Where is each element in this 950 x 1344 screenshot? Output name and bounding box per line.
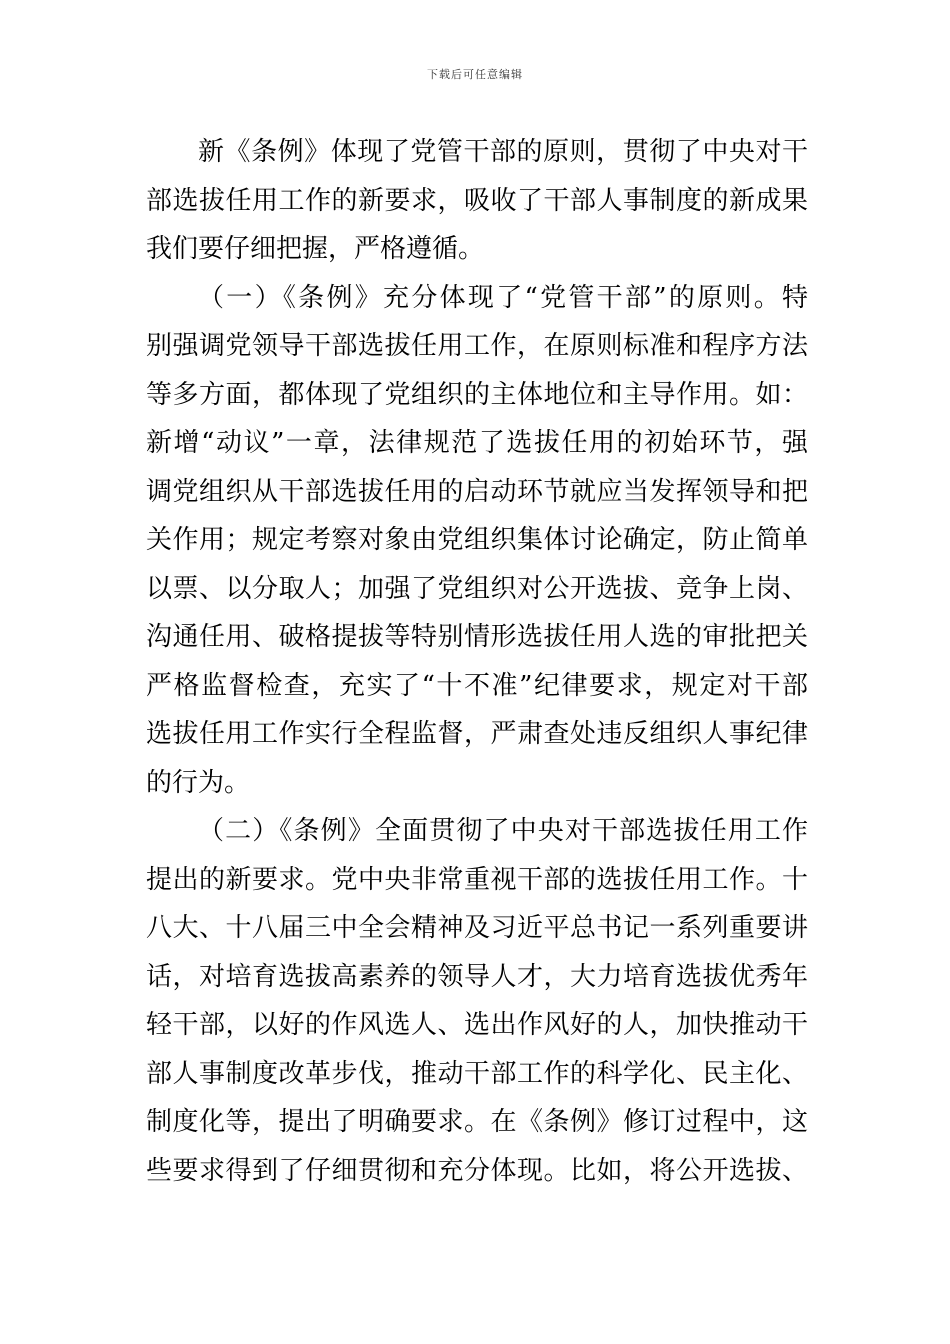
text-line: （一）《条例》充分体现了“党管干部”的原则。特 [198, 282, 808, 313]
text-line: 八大、十八届三中全会精神及习近平总书记一系列重要讲 [146, 913, 808, 943]
text-line: 部选拔任用工作的新要求，吸收了干部人事制度的新成果 [146, 185, 808, 216]
text-line: 以票、以分取人；加强了党组织对公开选拔、竞争上岗、 [146, 573, 808, 604]
text-line: 新《条例》体现了党管干部的原则，贯彻了中央对干 [198, 137, 808, 167]
text-line: 沟通任用、破格提拔等特别情形选拔任用人选的审批把关 [146, 622, 808, 652]
text-line: 严格监督检查，充实了“十不准”纪律要求，规定对干部 [146, 670, 808, 701]
text-line: 制度化等，提出了明确要求。在《条例》修订过程中，这 [146, 1107, 808, 1137]
text-line: 调党组织从干部选拔任用的启动环节就应当发挥领导和把 [146, 476, 808, 507]
paragraph-3 [146, 807, 808, 1195]
text-line: 别强调党领导干部选拔任用工作，在原则标准和程序方法 [146, 331, 808, 361]
text-line: 等多方面，都体现了党组织的主体地位和主导作用。如： [146, 379, 808, 410]
text-line: 话，对培育选拔高素养的领导人才，大力培育选拔优秀年 [146, 961, 808, 992]
paragraph-2 [146, 274, 808, 808]
text-line: 选拔任用工作实行全程监督，严肃查处违反组织人事纪律 [146, 719, 808, 749]
text-line: 关作用；规定考察对象由党组织集体讨论确定，防止简单 [146, 525, 808, 555]
text-line: 我们要仔细把握，严格遵循。 [146, 234, 485, 264]
text-line: 的行为。 [146, 767, 251, 798]
text-line: （二）《条例》全面贯彻了中央对干部选拔任用工作 [198, 816, 808, 846]
paragraph-1 [146, 128, 808, 274]
text-line: 新增“动议”一章，法律规范了选拔任用的初始环节，强 [146, 428, 808, 458]
text-line: 提出的新要求。党中央非常重视干部的选拔任用工作。十 [146, 864, 808, 895]
text-line: 部人事制度改革步伐，推动干部工作的科学化、民主化、 [146, 1058, 808, 1089]
document-body [146, 128, 808, 1195]
text-line: 轻干部，以好的作风选人、选出作风好的人，加快推动干 [146, 1010, 808, 1040]
text-line: 些要求得到了仔细贯彻和充分体现。比如，将公开选拔、 [146, 1155, 808, 1186]
page-header: 下载后可任意编辑 [427, 68, 523, 81]
